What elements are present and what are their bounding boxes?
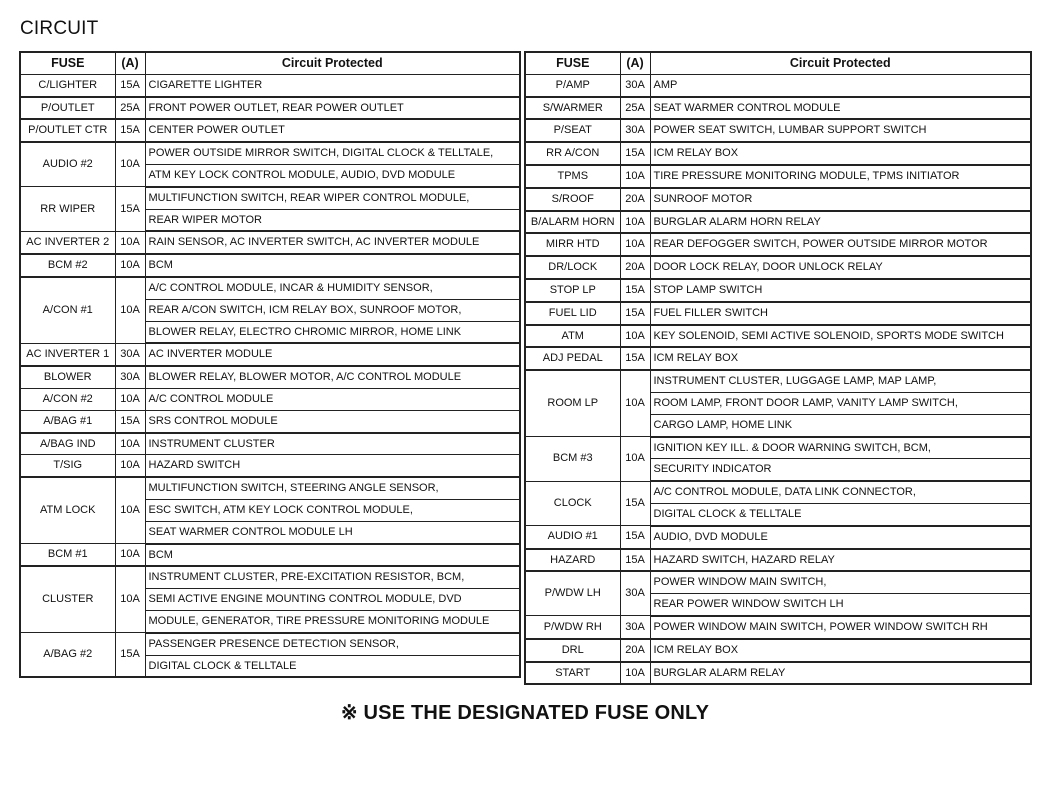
- table-row: [525, 325, 1031, 348]
- table-row: [525, 370, 1031, 392]
- circuit-protected: SUNROOF MOTOR: [650, 188, 1031, 211]
- table-row: [525, 74, 1031, 96]
- circuit-protected: DIGITAL CLOCK & TELLTALE: [145, 655, 520, 677]
- circuit-protected: FUEL FILLER SWITCH: [650, 302, 1031, 325]
- fuse-amperage: 15A: [115, 187, 145, 232]
- circuit-protected: POWER WINDOW MAIN SWITCH, POWER WINDOW SWITCH RH: [650, 616, 1031, 639]
- circuit-protected: CENTER POWER OUTLET: [145, 119, 520, 142]
- fuse-name: START: [525, 662, 620, 685]
- fuse-amperage: 30A: [620, 74, 650, 96]
- fuse-amperage: 10A: [620, 370, 650, 436]
- circuit-protected: POWER WINDOW MAIN SWITCH,: [650, 571, 1031, 593]
- table-row: [20, 343, 520, 366]
- fuse-name: ROOM LP: [525, 370, 620, 436]
- header-amp: (A): [620, 52, 650, 74]
- circuit-protected: SEMI ACTIVE ENGINE MOUNTING CONTROL MODULE, DVD: [145, 589, 520, 611]
- fuse-name: ATM: [525, 325, 620, 348]
- fuse-amperage: 15A: [115, 410, 145, 432]
- circuit-protected: SEAT WARMER CONTROL MODULE: [650, 97, 1031, 120]
- fuse-name: STOP LP: [525, 279, 620, 302]
- header-circuit: Circuit Protected: [650, 52, 1031, 74]
- table-row: [525, 571, 1031, 593]
- fuse-table-left: [19, 51, 521, 678]
- fuse-amperage: 25A: [620, 97, 650, 120]
- fuse-name: S/ROOF: [525, 188, 620, 211]
- fuse-table-right-body: [525, 74, 1031, 684]
- fuse-name: AUDIO #1: [525, 526, 620, 549]
- table-row: [20, 455, 520, 477]
- table-row: [20, 231, 520, 254]
- fuse-name: RR A/CON: [525, 142, 620, 165]
- circuit-protected: INSTRUMENT CLUSTER, LUGGAGE LAMP, MAP LAMP,: [650, 370, 1031, 392]
- fuse-amperage: 10A: [620, 437, 650, 482]
- fuse-name: P/SEAT: [525, 119, 620, 142]
- circuit-protected: AUDIO, DVD MODULE: [650, 526, 1031, 549]
- fuse-amperage: 10A: [115, 388, 145, 410]
- fuse-amperage: 10A: [115, 455, 145, 477]
- fuse-name: BCM #3: [525, 437, 620, 482]
- table-row: [525, 279, 1031, 302]
- circuit-protected: HAZARD SWITCH, HAZARD RELAY: [650, 549, 1031, 572]
- table-row: [20, 277, 520, 299]
- fuse-name: P/WDW RH: [525, 616, 620, 639]
- circuit-protected: CIGARETTE LIGHTER: [145, 74, 520, 96]
- circuit-protected: REAR WIPER MOTOR: [145, 209, 520, 231]
- fuse-amperage: 20A: [620, 188, 650, 211]
- fuse-amperage: 15A: [620, 549, 650, 572]
- circuit-protected: A/C CONTROL MODULE: [145, 388, 520, 410]
- circuit-protected: POWER OUTSIDE MIRROR SWITCH, DIGITAL CLOCK & TELLTALE,: [145, 142, 520, 164]
- fuse-name: P/AMP: [525, 74, 620, 96]
- circuit-protected: BLOWER RELAY, BLOWER MOTOR, A/C CONTROL MODULE: [145, 366, 520, 388]
- header-fuse: FUSE: [20, 52, 115, 74]
- fuse-amperage: 10A: [620, 211, 650, 234]
- circuit-protected: A/C CONTROL MODULE, DATA LINK CONNECTOR,: [650, 481, 1031, 503]
- table-row: [525, 165, 1031, 188]
- table-row: [20, 142, 520, 164]
- circuit-protected: MULTIFUNCTION SWITCH, STEERING ANGLE SENSOR,: [145, 477, 520, 499]
- table-row: [20, 433, 520, 455]
- circuit-protected: BURGLAR ALARM RELAY: [650, 662, 1031, 685]
- circuit-protected: SEAT WARMER CONTROL MODULE LH: [145, 521, 520, 543]
- fuse-amperage: 15A: [620, 302, 650, 325]
- table-row: [525, 211, 1031, 234]
- header-circuit: Circuit Protected: [145, 52, 520, 74]
- fuse-name: MIRR HTD: [525, 233, 620, 256]
- table-row: [525, 549, 1031, 572]
- fuse-name: CLOCK: [525, 481, 620, 526]
- fuse-name: TPMS: [525, 165, 620, 188]
- circuit-protected: BURGLAR ALARM HORN RELAY: [650, 211, 1031, 234]
- fuse-amperage: 20A: [620, 256, 650, 279]
- circuit-protected: IGNITION KEY ILL. & DOOR WARNING SWITCH, BCM,: [650, 437, 1031, 459]
- fuse-name: S/WARMER: [525, 97, 620, 120]
- fuse-name: AC INVERTER 2: [20, 231, 115, 254]
- circuit-protected: REAR POWER WINDOW SWITCH LH: [650, 594, 1031, 616]
- circuit-protected: AC INVERTER MODULE: [145, 343, 520, 366]
- page-title: CIRCUIT: [20, 18, 99, 39]
- fuse-name: BLOWER: [20, 366, 115, 388]
- circuit-protected: MULTIFUNCTION SWITCH, REAR WIPER CONTROL MODULE,: [145, 187, 520, 209]
- circuit-protected: HAZARD SWITCH: [145, 455, 520, 477]
- circuit-protected: BCM: [145, 544, 520, 567]
- header-amp: (A): [115, 52, 145, 74]
- fuse-amperage: 10A: [620, 233, 650, 256]
- fuse-name: B/ALARM HORN: [525, 211, 620, 234]
- fuse-name: FUEL LID: [525, 302, 620, 325]
- circuit-protected: REAR A/CON SWITCH, ICM RELAY BOX, SUNROOF MOTOR,: [145, 299, 520, 321]
- fuse-name: AUDIO #2: [20, 142, 115, 187]
- table-row: [525, 347, 1031, 370]
- circuit-protected: BLOWER RELAY, ELECTRO CHROMIC MIRROR, HOME LINK: [145, 321, 520, 343]
- table-row: [20, 187, 520, 209]
- fuse-name: DRL: [525, 639, 620, 662]
- fuse-name: A/BAG #2: [20, 633, 115, 678]
- fuse-amperage: 15A: [115, 119, 145, 142]
- table-row: [525, 233, 1031, 256]
- table-row: [20, 119, 520, 142]
- fuse-amperage: 30A: [620, 119, 650, 142]
- circuit-protected: INSTRUMENT CLUSTER, PRE-EXCITATION RESISTOR, BCM,: [145, 566, 520, 588]
- table-row: [525, 616, 1031, 639]
- table-row: [525, 437, 1031, 459]
- circuit-protected: REAR DEFOGGER SWITCH, POWER OUTSIDE MIRROR MOTOR: [650, 233, 1031, 256]
- fuse-name: BCM #1: [20, 544, 115, 567]
- fuse-amperage: 10A: [620, 662, 650, 685]
- table-row: [525, 662, 1031, 685]
- fuse-table-right: [524, 51, 1032, 685]
- fuse-name: A/CON #1: [20, 277, 115, 343]
- table-row: [525, 97, 1031, 120]
- circuit-protected: CARGO LAMP, HOME LINK: [650, 414, 1031, 436]
- fuse-amperage: 25A: [115, 97, 145, 120]
- fuse-amperage: 10A: [620, 325, 650, 348]
- table-row: [525, 119, 1031, 142]
- fuse-amperage: 10A: [115, 544, 145, 567]
- table-row: [20, 477, 520, 499]
- circuit-protected: STOP LAMP SWITCH: [650, 279, 1031, 302]
- circuit-protected: ICM RELAY BOX: [650, 142, 1031, 165]
- circuit-protected: BCM: [145, 254, 520, 277]
- fuse-amperage: 10A: [115, 277, 145, 343]
- circuit-protected: KEY SOLENOID, SEMI ACTIVE SOLENOID, SPORTS MODE SWITCH: [650, 325, 1031, 348]
- table-row: [20, 97, 520, 120]
- table-row: [525, 188, 1031, 211]
- circuit-protected: RAIN SENSOR, AC INVERTER SWITCH, AC INVERTER MODULE: [145, 231, 520, 254]
- fuse-amperage: 30A: [115, 366, 145, 388]
- circuit-protected: INSTRUMENT CLUSTER: [145, 433, 520, 455]
- circuit-protected: TIRE PRESSURE MONITORING MODULE, TPMS INITIATOR: [650, 165, 1031, 188]
- circuit-protected: ATM KEY LOCK CONTROL MODULE, AUDIO, DVD MODULE: [145, 164, 520, 186]
- fuse-name: ATM LOCK: [20, 477, 115, 543]
- fuse-name: P/OUTLET CTR: [20, 119, 115, 142]
- fuse-name: P/OUTLET: [20, 97, 115, 120]
- fuse-amperage: 30A: [115, 343, 145, 366]
- table-row: [525, 526, 1031, 549]
- fuse-name: AC INVERTER 1: [20, 343, 115, 366]
- fuse-name: RR WIPER: [20, 187, 115, 232]
- table-row: [20, 410, 520, 432]
- circuit-protected: ESC SWITCH, ATM KEY LOCK CONTROL MODULE,: [145, 499, 520, 521]
- circuit-protected: ICM RELAY BOX: [650, 347, 1031, 370]
- table-row: [525, 639, 1031, 662]
- fuse-amperage: 15A: [620, 142, 650, 165]
- fuse-amperage: 15A: [115, 633, 145, 678]
- header-fuse: FUSE: [525, 52, 620, 74]
- table-row: [20, 74, 520, 96]
- fuse-name: DR/LOCK: [525, 256, 620, 279]
- fuse-name: C/LIGHTER: [20, 74, 115, 96]
- fuse-amperage: 10A: [115, 142, 145, 187]
- fuse-name: ADJ PEDAL: [525, 347, 620, 370]
- fuse-name: HAZARD: [525, 549, 620, 572]
- table-row: [20, 633, 520, 655]
- fuse-amperage: 15A: [620, 279, 650, 302]
- table-row: [20, 388, 520, 410]
- fuse-amperage: 10A: [115, 231, 145, 254]
- table-row: [20, 254, 520, 277]
- table-row: [525, 481, 1031, 503]
- table-row: [20, 366, 520, 388]
- table-row: [525, 256, 1031, 279]
- circuit-protected: FRONT POWER OUTLET, REAR POWER OUTLET: [145, 97, 520, 120]
- circuit-protected: ICM RELAY BOX: [650, 639, 1031, 662]
- circuit-protected: DIGITAL CLOCK & TELLTALE: [650, 503, 1031, 525]
- circuit-protected: ROOM LAMP, FRONT DOOR LAMP, VANITY LAMP SWITCH,: [650, 392, 1031, 414]
- fuse-table-left-body: [20, 74, 520, 677]
- fuse-name: P/WDW LH: [525, 571, 620, 616]
- circuit-protected: PASSENGER PRESENCE DETECTION SENSOR,: [145, 633, 520, 655]
- circuit-protected: AMP: [650, 74, 1031, 96]
- table-row: [20, 544, 520, 567]
- fuse-name: CLUSTER: [20, 566, 115, 632]
- fuse-amperage: 15A: [115, 74, 145, 96]
- fuse-name: A/BAG #1: [20, 410, 115, 432]
- fuse-amperage: 15A: [620, 526, 650, 549]
- fuse-amperage: 10A: [115, 254, 145, 277]
- table-row: [20, 566, 520, 588]
- circuit-protected: MODULE, GENERATOR, TIRE PRESSURE MONITORING MODULE: [145, 610, 520, 632]
- fuse-name: BCM #2: [20, 254, 115, 277]
- fuse-amperage: 30A: [620, 571, 650, 616]
- circuit-protected: DOOR LOCK RELAY, DOOR UNLOCK RELAY: [650, 256, 1031, 279]
- fuse-amperage: 30A: [620, 616, 650, 639]
- fuse-amperage: 15A: [620, 481, 650, 526]
- table-row: [525, 302, 1031, 325]
- fuse-name: T/SIG: [20, 455, 115, 477]
- fuse-name: A/BAG IND: [20, 433, 115, 455]
- circuit-protected: SRS CONTROL MODULE: [145, 410, 520, 432]
- fuse-amperage: 10A: [620, 165, 650, 188]
- fuse-amperage: 20A: [620, 639, 650, 662]
- fuse-amperage: 15A: [620, 347, 650, 370]
- circuit-protected: SECURITY INDICATOR: [650, 459, 1031, 481]
- circuit-protected: POWER SEAT SWITCH, LUMBAR SUPPORT SWITCH: [650, 119, 1031, 142]
- fuse-amperage: 10A: [115, 433, 145, 455]
- fuse-amperage: 10A: [115, 566, 145, 632]
- notice-text: ※ USE THE DESIGNATED FUSE ONLY: [340, 702, 710, 724]
- circuit-protected: A/C CONTROL MODULE, INCAR & HUMIDITY SENSOR,: [145, 277, 520, 299]
- fuse-name: A/CON #2: [20, 388, 115, 410]
- table-row: [525, 142, 1031, 165]
- fuse-amperage: 10A: [115, 477, 145, 543]
